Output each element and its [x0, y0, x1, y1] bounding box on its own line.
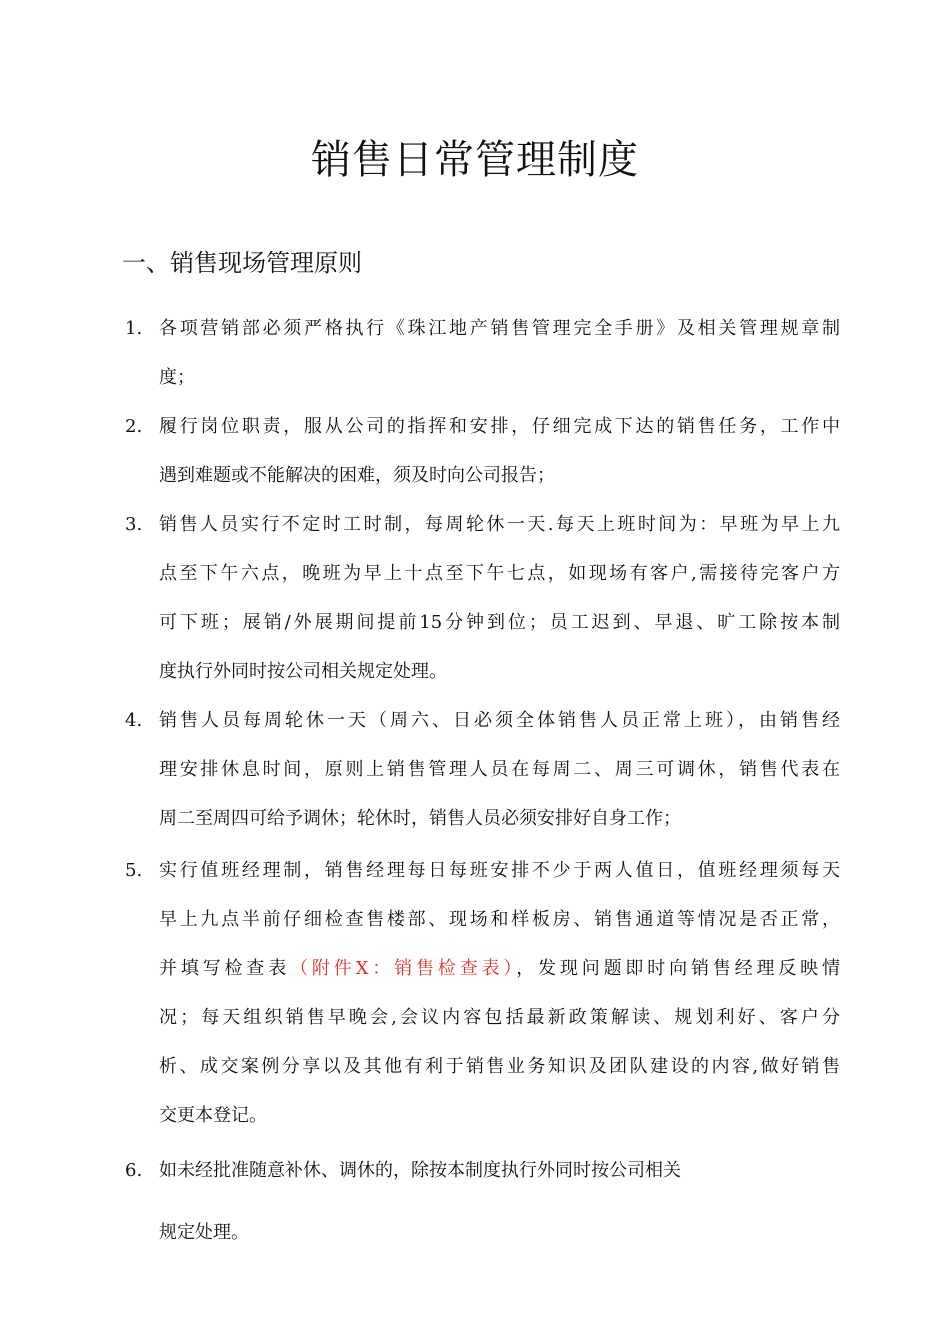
item-line: 析、成交案例分享以及其他有利于销售业务知识及团队建设的内容,做好销售: [159, 1056, 840, 1077]
item-line: 周二至周四可给予调休；轮休时，销售人员必须安排好自身工作；: [159, 808, 681, 829]
item-text: [159, 846, 840, 1140]
section-heading: 一、销售现场管理原则: [122, 249, 362, 277]
item-line: 早上九点半前仔细检查售楼部、现场和样板房、销售通道等情况是否正常，: [159, 909, 840, 930]
item-line: 遇到难题或不能解决的困难，须及时向公司报告；: [159, 465, 555, 486]
item-line: 履行岗位职责，服从公司的指挥和安排，仔细完成下达的销售任务，工作中: [159, 416, 840, 437]
item-text-segment: ，发现问题即时向销售经理反映情: [516, 958, 841, 979]
item-line: 理安排休息时间，原则上销售管理人员在每周二、周三可调休，销售代表在: [159, 759, 840, 780]
item-number: 2.: [125, 416, 143, 437]
item-text: [159, 402, 840, 500]
item-text: [159, 696, 840, 843]
item-line: 实行值班经理制，销售经理每日每班安排不少于两人值日，值班经理须每天: [159, 860, 840, 881]
item-number: 5.: [125, 860, 143, 881]
item-line: 度执行外同时按公司相关规定处理。: [159, 661, 447, 682]
item-line: 度；: [159, 367, 195, 388]
item-line: 各项营销部必须严格执行《珠江地产销售管理完全手册》及相关管理规章制: [159, 318, 840, 339]
item-text: [159, 500, 840, 696]
item-line: 况；每天组织销售早晚会,会议内容包括最新政策解读、规划利好、客户分: [159, 1007, 840, 1028]
item-line: 点至下午六点，晚班为早上十点至下午七点，如现场有客户,需接待完客户方: [159, 563, 840, 584]
item-line: 如未经批准随意补休、调休的，除按本制度执行外同时按公司相关: [159, 1160, 681, 1181]
attachment-reference: （附件X：销售检查表）: [290, 958, 517, 979]
item-number: 3.: [125, 514, 143, 535]
item-text-segment: 并填写检查表: [159, 958, 291, 979]
item-line: 规定处理。: [159, 1222, 249, 1243]
item-text: [159, 1146, 840, 1195]
item-line: 交更本登记。: [159, 1105, 267, 1126]
item-line: 可下班；展销/外展期间提前15分钟到位；员工迟到、早退、旷工除按本制: [159, 612, 840, 633]
item-line: 销售人员实行不定时工时制，每周轮休一天.每天上班时间为：早班为早上九: [159, 514, 840, 535]
item-number: 1.: [125, 318, 143, 339]
item-number: 6.: [125, 1160, 143, 1181]
item-line: 销售人员每周轮休一天（周六、日必须全体销售人员正常上班），由销售经: [159, 710, 840, 731]
document-title: 销售日常管理制度: [311, 137, 639, 183]
item-line: [159, 944, 840, 993]
item-number: 4.: [125, 710, 143, 731]
item-text: [159, 304, 840, 402]
